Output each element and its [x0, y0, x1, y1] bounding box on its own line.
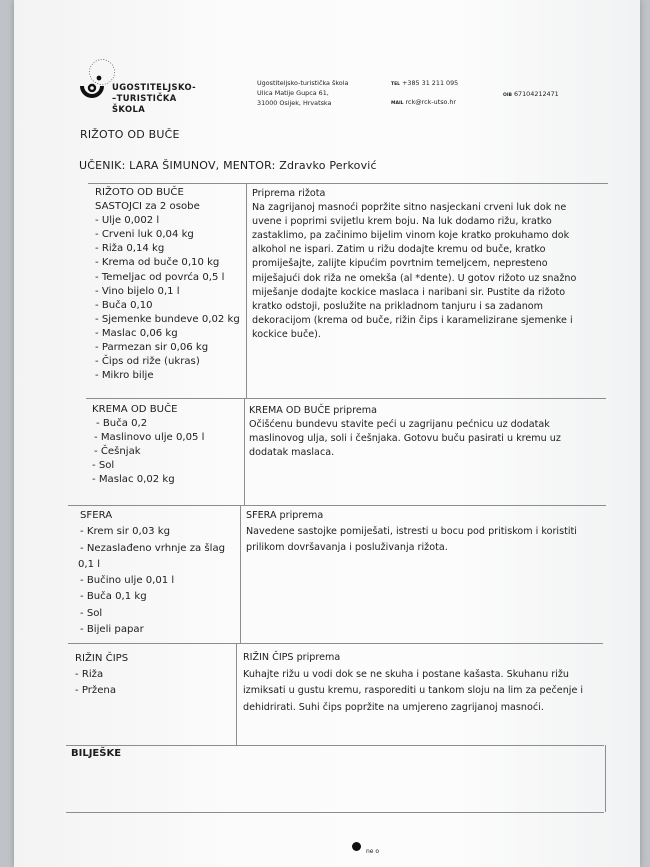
ingredient-item: 0,1 l — [78, 558, 101, 570]
table-row-divider-3 — [68, 643, 603, 644]
risotto-ingredients — [95, 186, 240, 383]
pumpkin-cream-preparation — [249, 404, 589, 460]
column-divider-3 — [240, 505, 241, 643]
student-mentor-line: UČENIK: LARA ŠIMUNOV, MENTOR: Zdravko Perković — [79, 159, 377, 172]
prep-title: SFERA priprema — [246, 510, 324, 521]
ingredient-item: - Sjemenke bundeve 0,02 kg — [95, 313, 240, 325]
oib-label: OIB — [503, 93, 512, 98]
ingredient-item: - Temeljac od povrća 0,5 l — [95, 271, 225, 283]
column-divider-1 — [246, 183, 247, 398]
ingredient-item: - Nezaslađeno vrhnje za šlag — [80, 542, 226, 554]
footer-mark: ne o — [366, 848, 380, 855]
ingredient-item: - Crveni luk 0,04 kg — [95, 229, 194, 241]
risotto-preparation — [252, 187, 586, 342]
prep-text: Očišćenu bundevu stavite peći u zagrijanu pećnicu uz dodatak maslinovog ulja, soli i češnjaka. Gotovu buču pasirati u kremu uz dodatak maslaca. — [249, 419, 561, 459]
ingredient-item: - Buča 0,2 — [96, 418, 148, 430]
ingredient-item: SASTOJCI za 2 osobe — [95, 201, 200, 213]
rice-chips-preparation — [243, 650, 603, 716]
ingredient-item: - Buča 0,10 — [95, 299, 153, 311]
ingredient-item: - Pržena — [75, 685, 117, 696]
table-bottom-border — [66, 745, 604, 746]
ingredient-item: - Bučino ulje 0,01 l — [80, 575, 175, 587]
email-label: MAIL — [391, 101, 404, 106]
address-line-1: Ugostiteljsko-turistička škola — [257, 79, 349, 87]
ingredient-item: - Sol — [92, 460, 115, 472]
table-row-divider-2 — [68, 505, 606, 506]
ingredient-item: - Sol — [80, 607, 103, 619]
punch-hole-icon — [352, 842, 361, 851]
phone-number: +385 31 211 095 — [402, 79, 459, 87]
phone-label: TEL — [391, 82, 401, 87]
notes-label: BILJEŠKE — [71, 748, 122, 759]
section-title: RIŽOTO OD BUČE — [95, 187, 184, 198]
ingredient-item: - Ulje 0,002 l — [95, 215, 160, 227]
ingredient-item: - Krem sir 0,03 kg — [80, 526, 171, 538]
notes-bottom-border — [66, 812, 604, 813]
ingredient-item: - Buča 0,1 kg — [80, 591, 147, 603]
school-name-line-3: ŠKOLA — [112, 104, 146, 114]
oib-number: 67104212471 — [513, 90, 559, 98]
column-divider-2 — [244, 398, 245, 505]
address-line-3: 31000 Osijek, Hrvatska — [257, 99, 332, 107]
address-line-2: Ulica Matije Gupca 61, — [257, 89, 329, 97]
ingredient-item: - Maslinovo ulje 0,05 l — [94, 432, 205, 444]
table-row-divider-1 — [86, 398, 606, 399]
document-title: RIŽOTO OD BUČE — [80, 128, 180, 141]
email-address: rck@rck-utso.hr — [405, 98, 457, 106]
school-name-line-1: UGOSTITELJSKO- — [112, 82, 197, 92]
rice-chips-ingredients — [75, 651, 128, 699]
ingredient-item: - Mikro bilje — [95, 370, 154, 382]
section-title: KREMA OD BUČE — [92, 404, 178, 415]
ingredient-item: - Riža — [75, 669, 104, 680]
school-address — [257, 78, 348, 108]
ingredient-item: - Parmezan sir 0,06 kg — [95, 342, 209, 354]
ingredient-item: - Bijeli papar — [80, 624, 144, 636]
prep-text: Na zagrijanoj masnoći popržite sitno nasjeckani crveni luk dok ne uvene i poprimi svijetlu krem boju. Na luk dodamo rižu, kratko zastaklimo, pa začinimo bijelim vinom koje kratko prokuhamo dok alkohol ne ispari. Zatim u rižu dodajte kremu od buče, kratko promiješajte, zalijte kipućim povrtnim temeljcem, nepresteno miješajući dok riža ne omekša (al *dente). U gotov rižoto uz snažno miješanje dodajte kockice maslaca i naribani sir. Pustite da rižoto kratko odstoji, poslužite na prikladnom tanjuru i sa zadanom dekoracijom (krema od buče, rižin čips i karamelizirane sjemenke i kockice buče). — [252, 202, 577, 340]
ingredient-item: - Krema od buče 0,10 kg — [95, 257, 220, 269]
ingredient-item: - Riža 0,14 kg — [95, 243, 165, 255]
ingredient-item: - Maslac 0,02 kg — [92, 474, 175, 486]
column-divider-4 — [236, 643, 237, 745]
table-top-border — [88, 183, 608, 184]
ingredient-item: - Čips od riže (ukras) — [95, 356, 200, 368]
phone — [391, 78, 458, 90]
section-title: RIŽIN ČIPS — [75, 653, 129, 664]
ingredient-item: - Vino bijelo 0,1 l — [95, 285, 180, 297]
ingredient-item: - Češnjak — [94, 446, 141, 458]
oib — [503, 89, 559, 101]
pumpkin-cream-ingredients — [92, 403, 204, 488]
notes-right-border — [605, 745, 606, 812]
school-name-line-2: –TURISTIČKA — [112, 93, 177, 103]
prep-title: Priprema rižota — [252, 188, 326, 199]
ingredient-item: - Maslac 0,06 kg — [95, 327, 178, 339]
school-name — [112, 82, 196, 115]
prep-title: KREMA OD BUČE priprema — [249, 405, 377, 416]
email — [391, 97, 456, 109]
prep-text: Navedene sastojke pomiješati, istresti u bocu pod pritiskom i koristiti prilikom dovršavanja i posluživanja rižota. — [246, 526, 577, 553]
section-title: SFERA — [80, 510, 113, 521]
sphere-ingredients — [80, 508, 225, 638]
sphere-preparation — [246, 508, 591, 556]
prep-title: RIŽIN ČIPS priprema — [243, 652, 341, 663]
prep-text: Kuhajte rižu u vodi dok se ne skuha i postane kašasta. Skuhanu rižu izmiksati u gustu kremu, rasporediti u tankom sloju na lim za pečenje i dehidrirati. Suhi čips popržite na umjereno zagrijanoj masnoći. — [243, 668, 584, 713]
